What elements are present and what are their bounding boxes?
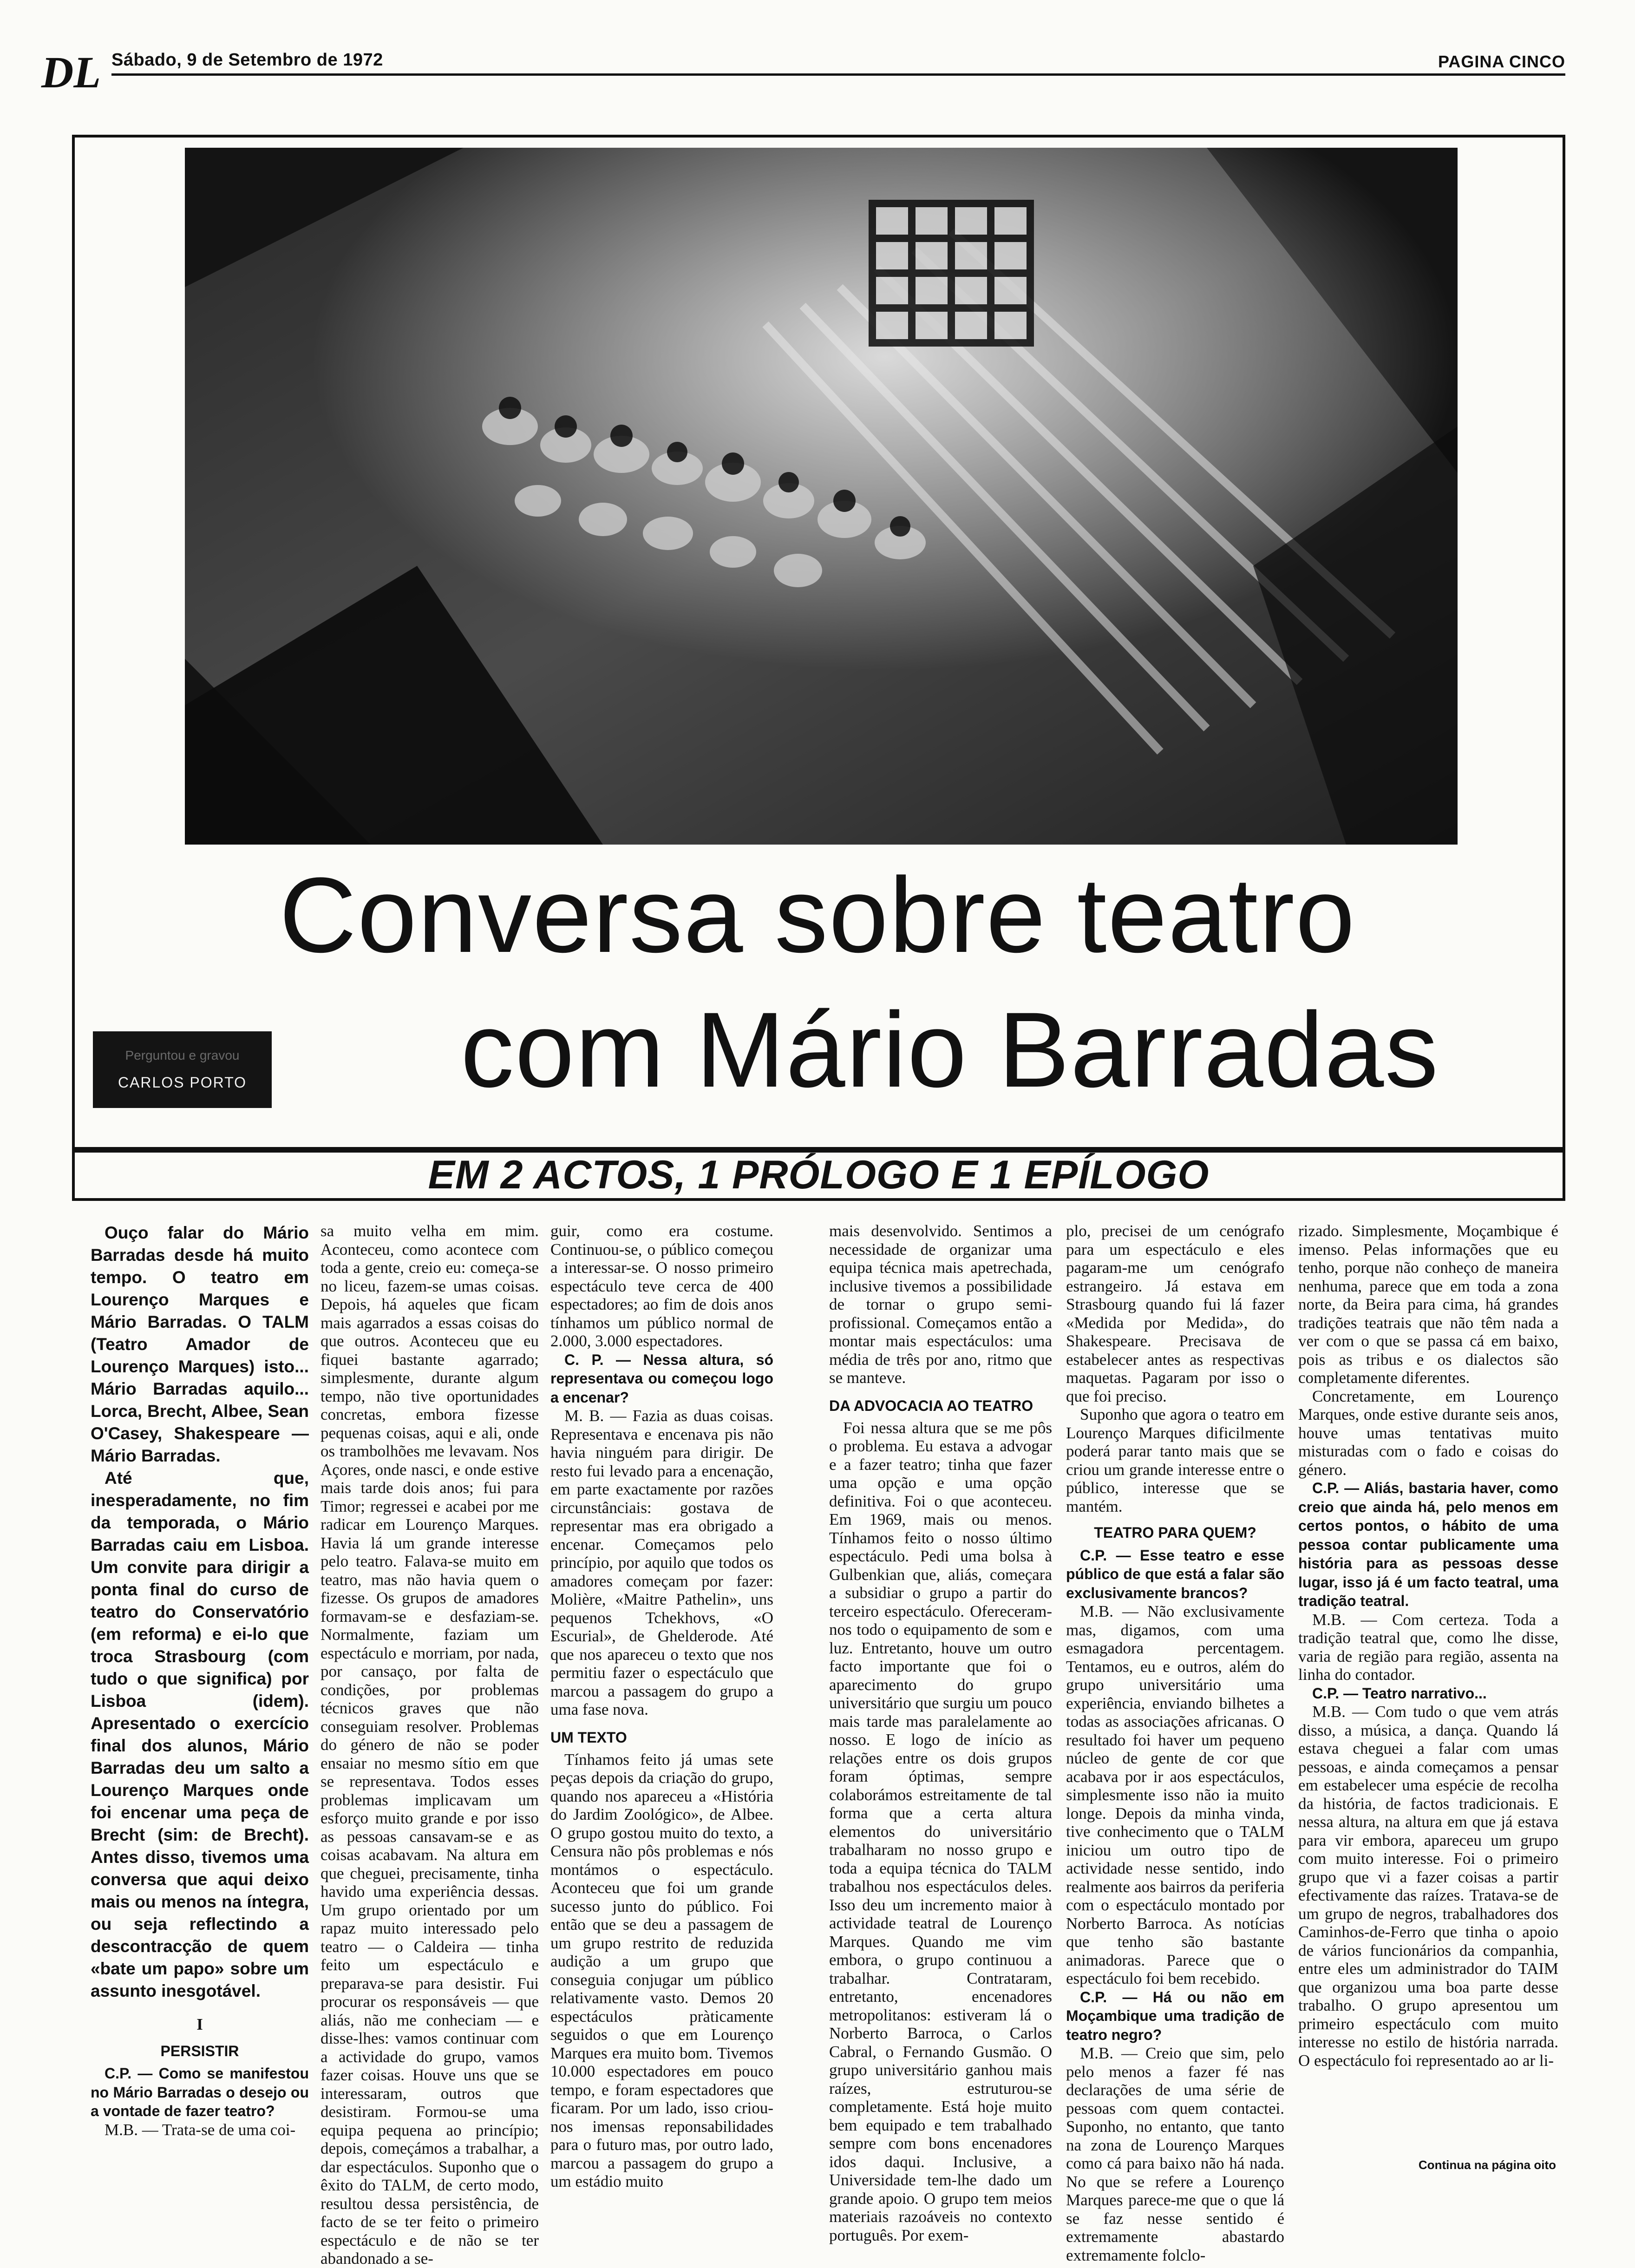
body-paragraph: plo, precisei de um cenógrafo para um espectáculo e eles pagaram-me um cenógrafo estrangeiro. Já estava em Strasbourg quando fui lá fazer «Medida por Medida», do Shakespeare. Precisava de estabelecer antes as respectivas maquetas. Pagaram por isso o que foi preciso.	[1066, 1222, 1284, 1405]
newspaper-logo	[39, 46, 114, 98]
question-paragraph: C.P. — Há ou não em Moçambique uma tradição de teatro negro?	[1066, 1988, 1284, 2043]
answer-paragraph: M.B. — Com tudo o que vem atrás disso, a música, a dança. Quando lá estava cheguei a falar com umas pessoas, e ainda começamos a pensar em estabelecer uma espécie de recolha da história, de factos tradicionais. E nessa altura, na altura em que já estava para vir embora, apareceu um grupo com muito interesse. Foi o primeiro grupo que vi a fazer coisas a partir efectivamente das raízes. Tratava-se de um grupo de negros, trabalhadores dos Caminhos-de-Ferro que tinha o apoio de vários funcionários da companhia, entre eles um administrador do TAIM que organizou uma boa parte desse trabalho. O grupo apresentou um primeiro espectáculo com muito interesse no estilo de história narrada. O espectáculo foi representado ao ar li-	[1298, 1703, 1558, 2070]
subtitle: EM 2 ACTOS, 1 PRÓLOGO E 1 EPÍLOGO	[428, 1153, 1210, 1197]
intro-paragraph: Até que, inesperadamente, no fim da temporada, o Mário Barradas caiu em Lisboa. Um convite para dirigir a ponta final do curso de teatro do Conservatório (em reforma) e ei-lo que troca Strasbourg (com tudo o que significa) por Lisboa (idem). Apresentado o exercício final dos alunos, Mário Barradas deu um salto a Lourenço Marques onde foi encenar uma peça de Brecht (sim: de Brecht). Antes disso, tivemos uma conversa que aqui deixo mais ou menos na íntegra, ou seja reflectindo a descontracção de quem «bate um papo» sobre um assunto inesgotável.	[91, 1468, 309, 2000]
body-paragraph: mais desenvolvido. Sentimos a necessidade de organizar uma equipa técnica mais apetrechada, inclusive tivemos a possibilidade de tornar o grupo semi-profissional. Começamos então a montar mais espectáculos: uma média de três por ano, ritmo que se manteve.	[829, 1222, 1052, 1387]
article-column-6	[1298, 1222, 1558, 2146]
rehearsal-photo	[185, 148, 1458, 845]
question-paragraph: C.P. — Esse teatro e esse público de que está a falar são exclusivamente brancos?	[1066, 1547, 1284, 1601]
byline-author: CARLOS PORTO	[118, 1074, 247, 1091]
theatre-rehearsal-photo-icon	[185, 148, 1458, 845]
answer-paragraph: M.B. — Trata-se de uma coi-	[105, 2120, 296, 2139]
page-label: PAGINA CINCO	[1438, 52, 1565, 71]
article-column-3	[550, 1222, 773, 2190]
body-paragraph: rizado. Simplesmente, Moçambique é imenso. Pelas informações que eu tenho, porque não conheço de maneira nenhuma, parece que em toda a zona norte, da Beira para cima, há grandes tradições teatrais que não têm nada a ver com o que se passa cá em baixo, pois as tribus e os dialectos são completamente diferentes.	[1298, 1222, 1558, 1387]
continuation-note: Continua na página oito	[1418, 2158, 1556, 2172]
section-heading: UM TEXTO	[550, 1729, 627, 1746]
section-heading: PERSISTIR	[160, 2042, 239, 2059]
answer-paragraph: M.B. — Creio que sim, pelo pelo menos a fazer fé nas declarações de uma série de pessoas com quem contactei. Suponho, no entanto, que tanto na zona de Lourenço Marques como cá para baixo não há nada. No que se refere a Lourenço Marques parece-me que o que lá se faz nesse sentido é extremamente abastardo extremamente folclo-	[1066, 2044, 1284, 2264]
intro-paragraph: Ouço falar do Mário Barradas desde há muito tempo. O teatro em Lourenço Marques e Mário Barradas. O TALM (Teatro Amador de Lourenço Marques) isto... Mário Barradas aquilo... Lorca, Brecht, Albee, Sean O'Casey, Shakespeare — Mário Barradas.	[91, 1223, 309, 1465]
article-column-4	[829, 1222, 1052, 2244]
subtitle-bar	[72, 1150, 1565, 1201]
body-paragraph: Concretamente, em Lourenço Marques, onde estive durante seis anos, houve umas tentativas muito misturadas com o fado e coisas do género.	[1298, 1387, 1558, 1479]
body-paragraph: sa muito velha em mim. Aconteceu, como acontece com toda a gente, creio eu: começa-se no liceu, fazem-se umas coisas. Depois, há aqueles que ficam mais agarrados a essas coisas do que outros. Aconteceu que eu fiquei bastante agarrado; simplesmente, durante algum tempo, não tive oportunidades concretas, embora fizesse pequenas coisas, aqui e ali, onde os trambolhões me levavam. Nos Açores, onde nasci, e onde estive mais tarde dois anos; fui para Timor; regressei e acabei por me radicar em Lourenço Marques. Havia lá um grande interesse pelo teatro. Falava-se muito em teatro, mas não havia quem o fizesse. Os grupos de amadores formavam-se e desfaziam-se. Normalmente, faziam um espectáculo e morriam, por nada, por cansaço, por falta de condições, por problemas técnicos graves que não conseguiam resolver. Problemas do género de não se poder ensaiar no mesmo sítio em que se representava. Todos esses problemas implicavam um esforço muito grande e por isso as pessoas cansavam-se e as coisas acabavam. Na altura em que cheguei, precisamente, tinha havido uma experiência dessas. Um grupo orientado por um rapaz muito interessado pelo teatro — o Caldeira — tinha feito um espectáculo e preparava-se para desistir. Fui procurar os responsáveis — que aliás, não me conheciam — e disse-lhes: vamos continuar com a actividade do grupo, vamos fazer coisas. Houve uns que se interessaram, outros que desistiram. Formou-se uma equipa pequena ao princípio; depois, começámos a trabalhar, a dar espectáculos. Suponho que o êxito do TALM, de certo modo, resultou dessa persistência, de facto de se ter feito o primeiro espectáculo e de não se ter abandonado a se-	[320, 1222, 539, 2268]
answer-paragraph: M.B. — Com certeza. Toda a tradição teatral que, como lhe disse, varia de região para região, assenta na linha do contador.	[1298, 1610, 1558, 1684]
svg-text:DL: DL	[41, 47, 101, 97]
section-heading: TEATRO PARA QUEM?	[1094, 1524, 1256, 1541]
article-column-2	[320, 1222, 539, 2268]
headline-line-1: Conversa sobre teatro	[279, 855, 1356, 975]
body-paragraph: Foi nessa altura que se me pôs o problema. Eu estava a advogar e a fazer teatro; tinha que fazer uma opção e uma opção definitiva. Foi o que aconteceu. Em 1969, mais ou menos. Tínhamos feito o nosso último espectáculo. Pedi uma bolsa à Gulbenkian que, aliás, começara a subsidiar o grupo a partir do terceiro espectáculo. Ofereceram-nos todo o equipamento de som e luz. Entretanto, houve um outro facto importante que foi o aparecimento do grupo universitário que surgiu um pouco mais tarde mas paralelamente ao nosso. E logo de início as relações entre os dois grupos foram óptimas, sempre colaborámos estreitamente de tal forma que a certa altura elementos do universitário trabalharam no nosso grupo e toda a equipa técnica do TALM trabalhou nos espectáculos deles. Isso deu um incremento maior à actividade teatral de Lourenço Marques. Quando me vim embora, o grupo continuou a trabalhar. Contrataram, entretanto, encenadores metropolitanos: estiveram lá o Norberto Barroca, o Carlos Cabral, o Fernando Gusmão. O grupo universitário ganhou mais raízes, estruturou-se completamente. Está hoje muito bem equipado e tem trabalhado sempre com bons encenadores idos daqui. Inclusive, a Universidade tem-lhe dado um grande apoio. O grupo tem meios materiais razoáveis no contexto português. Por exem-	[829, 1418, 1052, 2244]
dl-logo-icon	[39, 46, 114, 98]
section-numeral: I	[196, 2015, 203, 2033]
headline-line-2: com Mário Barradas	[460, 990, 1439, 1109]
answer-paragraph: M. B. — Fazia as duas coisas. Representava e encenava pis não havia ninguém para dirigir. De resto fui levado para a encenação, em parte exactamente por razões circunstânciais: gostava de representar mas era obrigado a encenar. Começamos pelo princípio, por aquilo que todos os amadores começam por fazer: Molière, «Maitre Pathelin», uns pequenos Tchekhovs, «O Escurial», de Ghelderode. Até que nos apareceu o texto que nos permitiu fazer o espectáculo que marcou a passagem do grupo a uma fase nova.	[550, 1407, 773, 1718]
question-paragraph: C. P. — Nessa altura, só representava ou começou logo a encenar?	[550, 1351, 773, 1406]
section-heading: DA ADVOCACIA AO TEATRO	[829, 1397, 1033, 1414]
body-paragraph: guir, como era costume. Continuou-se, o público começou a interessar-se. O nosso primeiro espectáculo teve cerca de 400 espectadores; ao fim de dois anos tínhamos um público normal de 2.000, 3.000 espectadores.	[550, 1222, 773, 1350]
byline-label: Perguntou e gravou	[125, 1048, 240, 1062]
article-column-5	[1066, 1222, 1284, 2264]
article-column-1	[91, 1222, 309, 2146]
issue-date: Sábado, 9 de Setembro de 1972	[111, 50, 383, 70]
header-rule	[111, 73, 1565, 76]
question-paragraph: C.P. — Como se manifestou no Mário Barradas o desejo ou a vontade de fazer teatro?	[91, 2065, 309, 2119]
question-paragraph: C.P. — Teatro narrativo...	[1312, 1685, 1487, 1702]
body-paragraph: Tínhamos feito já umas sete peças depois da criação do grupo, quando nos apareceu a «História do Jardim Zoológico», de Albee. O grupo gostou muito do texto, a Censura não pôs problemas e nós montámos o espectáculo. Aconteceu que foi um grande sucesso junto do público. Foi então que se deu a passagem de um grupo restrito de reduzida audição a um grupo que conseguia conjugar um público relativamente vasto. Demos 20 espectáculos pràticamente seguidos o que em Lourenço Marques era muito bom. Tivemos 10.000 espectadores em pouco tempo, e foram espectadores que ficaram. Por um lado, isso criou-nos imensas reponsabilidades para o futuro mas, por outro lado, marcou a passagem do grupo a um estádio muito	[550, 1750, 773, 2190]
question-paragraph: C.P. — Aliás, bastaria haver, como creio que ainda há, pelo menos em certos pontos, o hábito de uma pessoa contar publicamente uma história para as pessoas desse lugar, isso já é um facto teatral, uma tradição teatral.	[1298, 1480, 1558, 1609]
byline-box	[93, 1031, 272, 1108]
answer-paragraph: M.B. — Não exclusivamente mas, digamos, com uma esmagadora percentagem. Tentamos, eu e outros, além do grupo universitário uma experiência, enviando bilhetes a todas as associações africanas. O resultado foi haver um pequeno núcleo de gente de cor que acabava por ir aos espectáculos, simplesmente isso não ia muito longe. Depois da minha vinda, tive conhecimento que o TALM iniciou um outro tipo de actividade nesse sentido, indo realmente aos bairros da periferia com o espectáculo montado por Norberto Barroca. As notícias que tenho são bastante animadoras. Parece que o espectáculo foi bem recebido.	[1066, 1602, 1284, 1987]
body-paragraph: Suponho que agora o teatro em Lourenço Marques dificilmente poderá parar tanto mais que se criou um grande interesse entre o público, interesse que se mantém.	[1066, 1405, 1284, 1515]
